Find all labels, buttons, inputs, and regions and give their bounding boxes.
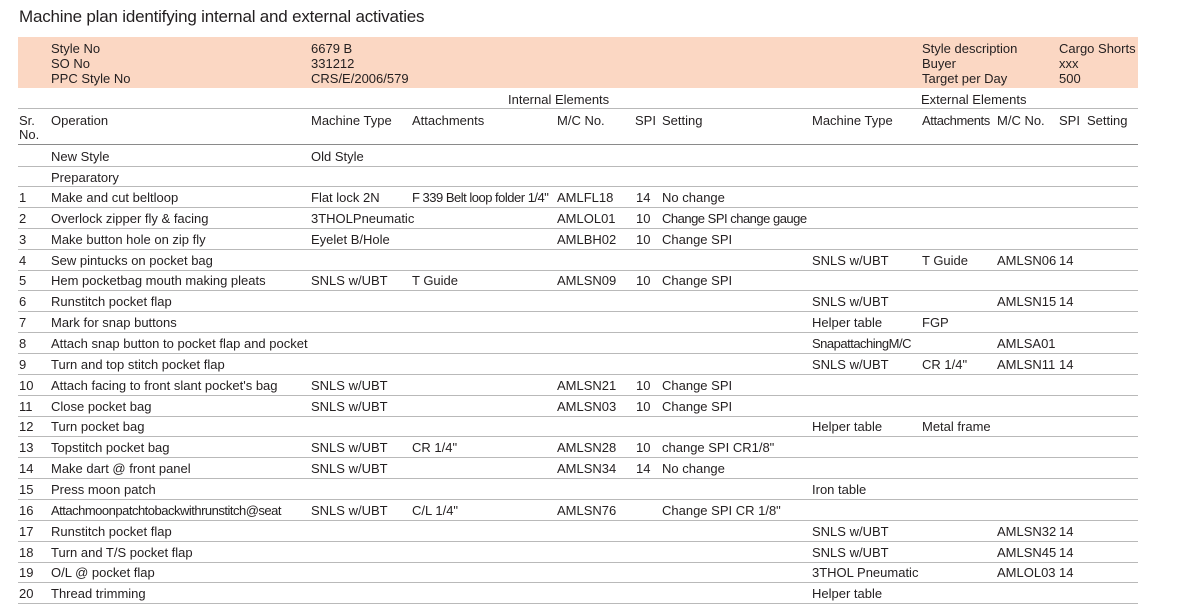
row-divider [18, 541, 1138, 542]
cell-operation: Attach facing to front slant pocket's bag [51, 377, 278, 393]
cell-operation: Attach snap button to pocket flap and pocket [51, 336, 308, 351]
cell-operation: Sew pintucks on pocket bag [51, 252, 213, 268]
external-elements-heading: External Elements [921, 92, 1027, 107]
style-no-label: Style No [51, 41, 101, 56]
row-divider [18, 457, 1138, 458]
cell-sr: 16 [19, 502, 34, 518]
cell-operation: Runstitch pocket flap [51, 523, 172, 539]
style-no-value: 6679 B [311, 41, 353, 56]
cell-attachments: C/L 1/4" [412, 502, 459, 518]
row-divider [18, 603, 1138, 604]
cell-operation: Turn and top stitch pocket flap [51, 356, 225, 372]
so-no-value: 331212 [311, 56, 355, 71]
cell-ext-mc-no: AMLSA01 [997, 336, 1056, 351]
divider [18, 166, 1138, 167]
cell-setting: Change SPI CR 1/8" [662, 502, 781, 518]
cell-machine-type: Eyelet B/Hole [311, 231, 390, 247]
cell-spi: 14 [636, 190, 651, 205]
cell-operation: Turn and T/S pocket flap [51, 544, 193, 560]
cell-mc-no: AMLSN76 [557, 502, 617, 518]
cell-ext-spi: 14 [1059, 565, 1074, 581]
cell-mc-no: AMLSN28 [557, 440, 617, 456]
cell-setting: Change SPI [662, 377, 733, 393]
divider [18, 144, 1138, 145]
cell-ext-machine-type: SnapattachingM/C [812, 336, 911, 351]
cell-spi: 10 [636, 440, 651, 456]
cell-machine-type: SNLS w/UBT [311, 377, 388, 393]
cell-operation: Mark for snap buttons [51, 315, 177, 331]
col-header-spi: SPI [635, 113, 656, 128]
cell-mc-no: AMLBH02 [557, 231, 617, 247]
cell-ext-spi: 14 [1059, 544, 1074, 560]
cell-operation: Make button hole on zip fly [51, 231, 206, 247]
cell-machine-type: 3THOLPneumatic [311, 210, 415, 226]
cell-operation: Overlock zipper fly & facing [51, 210, 209, 226]
row-divider [18, 228, 1138, 229]
cell-ext-spi: 14 [1059, 523, 1074, 539]
cell-setting: Change SPI [662, 231, 733, 247]
cell-ext-machine-type: Iron table [812, 481, 867, 497]
row-divider [18, 416, 1138, 417]
cell-machine-type: SNLS w/UBT [311, 398, 388, 414]
cell-setting: No change [662, 461, 725, 477]
cell-sr: 13 [19, 440, 34, 456]
cell-spi: 10 [636, 231, 651, 247]
cell-ext-spi: 14 [1059, 356, 1074, 372]
cell-sr: 2 [19, 210, 27, 226]
cell-mc-no: AMLSN03 [557, 398, 617, 414]
cell-sr: 19 [19, 565, 34, 581]
cell-mc-no: AMLOL01 [557, 210, 616, 226]
buyer-label: Buyer [922, 56, 956, 71]
row-divider [18, 290, 1138, 291]
cell-ext-machine-type: SNLS w/UBT [812, 356, 889, 372]
col-header-ext-spi: SPI [1059, 113, 1080, 128]
cell-operation: Attachmoonpatchtobackwithrunstitch@seat [51, 502, 281, 518]
cell-ext-mc-no: AMLSN32 [997, 523, 1057, 539]
cell-operation: Runstitch pocket flap [51, 294, 172, 310]
cell-sr: 10 [19, 377, 34, 393]
row-divider [18, 374, 1138, 375]
cell-sr: 12 [19, 419, 34, 435]
cell-setting: Change SPI [662, 398, 733, 414]
cell-sr: 17 [19, 523, 34, 539]
internal-elements-heading: Internal Elements [508, 92, 610, 107]
divider [18, 108, 1138, 109]
col-header-attachments: Attachments [412, 113, 485, 128]
so-no-label: SO No [51, 56, 91, 71]
cell-sr: 18 [19, 544, 34, 560]
row-divider [18, 562, 1138, 563]
cell-attachments: F 339 Belt loop folder 1/4" [412, 190, 549, 205]
new-style-label: New Style [51, 149, 110, 164]
cell-operation: Topstitch pocket bag [51, 440, 170, 456]
cell-ext-machine-type: 3THOL Pneumatic [812, 565, 919, 581]
cell-sr: 11 [19, 398, 33, 414]
cell-operation: Make and cut beltloop [51, 190, 179, 205]
preparatory-label: Preparatory [51, 170, 119, 185]
row-divider [18, 499, 1138, 500]
cell-attachments: CR 1/4" [412, 440, 458, 456]
cell-sr: 1 [19, 190, 27, 205]
cell-spi: 10 [636, 210, 651, 226]
row-divider [18, 582, 1138, 583]
cell-mc-no: AMLFL18 [557, 190, 614, 205]
cell-mc-no: AMLSN21 [557, 377, 617, 393]
cell-ext-mc-no: AMLSN45 [997, 544, 1057, 560]
cell-ext-mc-no: AMLSN06 [997, 252, 1057, 268]
row-divider [18, 478, 1138, 479]
cell-machine-type: SNLS w/UBT [311, 273, 388, 289]
cell-sr: 15 [19, 481, 34, 497]
cell-ext-machine-type: Helper table [812, 586, 883, 602]
cell-machine-type: SNLS w/UBT [311, 461, 388, 477]
cell-machine-type: SNLS w/UBT [311, 440, 388, 456]
col-header-mc-no: M/C No. [557, 113, 605, 128]
cell-ext-machine-type: SNLS w/UBT [812, 544, 889, 560]
cell-setting: No change [662, 190, 725, 205]
cell-ext-attachments: FGP [922, 315, 949, 331]
cell-operation: Make dart @ front panel [51, 461, 191, 477]
cell-spi: 14 [636, 461, 651, 477]
cell-operation: Thread trimming [51, 586, 146, 602]
cell-ext-attachments: T Guide [922, 252, 969, 268]
cell-sr: 14 [19, 461, 34, 477]
col-header-ext-setting: Setting [1087, 113, 1128, 128]
col-header-ext-attachments: Attachments [922, 113, 990, 128]
cell-ext-machine-type: SNLS w/UBT [812, 523, 889, 539]
style-description-label: Style description [922, 41, 1018, 56]
cell-spi: 10 [636, 377, 651, 393]
row-divider [18, 520, 1138, 521]
cell-ext-mc-no: AMLSN11 [997, 356, 1056, 372]
cell-sr: 4 [19, 252, 27, 268]
cell-sr: 5 [19, 273, 27, 289]
row-divider [18, 207, 1138, 208]
cell-operation: O/L @ pocket flap [51, 565, 155, 581]
cell-operation: Hem pocketbag mouth making pleats [51, 273, 266, 289]
col-header-ext-mc-no: M/C No. [997, 113, 1045, 128]
cell-ext-spi: 14 [1059, 252, 1074, 268]
cell-ext-machine-type: Helper table [812, 315, 883, 331]
cell-attachments: T Guide [412, 273, 459, 289]
target-per-day-value: 500 [1059, 71, 1081, 86]
row-divider [18, 270, 1138, 271]
style-description-value: Cargo Shorts [1059, 41, 1136, 56]
cell-machine-type: SNLS w/UBT [311, 502, 388, 518]
cell-ext-attachments: CR 1/4" [922, 356, 968, 372]
cell-machine-type: Flat lock 2N [311, 190, 380, 205]
cell-operation: Turn pocket bag [51, 419, 145, 435]
cell-sr: 9 [19, 356, 27, 372]
col-header-sr: Sr. [19, 113, 35, 128]
cell-spi: 10 [636, 273, 651, 289]
cell-ext-mc-no: AMLSN15 [997, 294, 1057, 310]
cell-spi: 10 [636, 398, 651, 414]
ppc-style-no-value: CRS/E/2006/579 [311, 71, 409, 86]
cell-operation: Press moon patch [51, 481, 156, 497]
row-divider [18, 249, 1138, 250]
cell-ext-attachments: Metal frame [922, 419, 991, 435]
col-header-sr-no: No. [19, 127, 40, 142]
cell-ext-machine-type: SNLS w/UBT [812, 252, 889, 268]
cell-setting: Change SPI change gauge [662, 210, 807, 226]
old-style-label: Old Style [311, 149, 364, 164]
cell-sr: 8 [19, 336, 27, 351]
cell-sr: 7 [19, 315, 27, 331]
cell-mc-no: AMLSN09 [557, 273, 617, 289]
col-header-setting: Setting [662, 113, 703, 128]
cell-sr: 20 [19, 586, 34, 602]
divider [18, 186, 1138, 187]
row-divider [18, 436, 1138, 437]
cell-setting: Change SPI [662, 273, 733, 289]
ppc-style-no-label: PPC Style No [51, 71, 131, 86]
target-per-day-label: Target per Day [922, 71, 1008, 86]
cell-setting: change SPI CR1/8" [662, 440, 775, 456]
col-header-operation: Operation [51, 113, 109, 128]
cell-ext-spi: 14 [1059, 294, 1074, 310]
col-header-machine-type: Machine Type [311, 113, 392, 128]
cell-ext-mc-no: AMLOL03 [997, 565, 1056, 581]
cell-ext-machine-type: Helper table [812, 419, 883, 435]
buyer-value: xxx [1059, 56, 1079, 71]
row-divider [18, 353, 1138, 354]
row-divider [18, 332, 1138, 333]
row-divider [18, 395, 1138, 396]
row-divider [18, 311, 1138, 312]
col-header-ext-machine-type: Machine Type [812, 113, 893, 128]
cell-operation: Close pocket bag [51, 398, 152, 414]
cell-sr: 6 [19, 294, 27, 310]
cell-ext-machine-type: SNLS w/UBT [812, 294, 889, 310]
page-title: Machine plan identifying internal and external activaties [19, 7, 425, 26]
cell-sr: 3 [19, 231, 27, 247]
cell-mc-no: AMLSN34 [557, 461, 617, 477]
